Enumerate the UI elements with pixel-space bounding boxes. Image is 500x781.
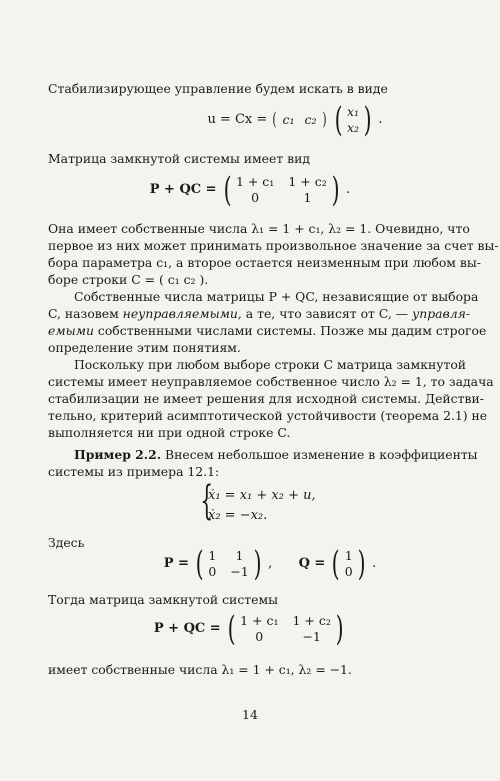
p4-l3i: емыми — [48, 323, 94, 338]
column-vector-x: ( x₁ x₂ ) — [334, 99, 372, 140]
example-line2: системы из примера 12.1: — [48, 464, 220, 479]
m21: 0 — [251, 190, 260, 205]
page-number: 14 — [242, 707, 258, 722]
p4-l2b: , а те, что зависят от C, — — [237, 306, 413, 321]
last-line: имеет собственные числа λ₁ = 1 + c₁, λ₂ = −1. — [48, 662, 352, 677]
matrix-q: ( 1 0 ) — [332, 543, 366, 584]
here-label: Здесь — [48, 535, 85, 550]
q-label: Q = — [298, 556, 326, 571]
n11: 1 + c₁ — [240, 613, 279, 628]
p4-line2 — [48, 306, 471, 322]
equation-closed-loop-2 — [0, 608, 500, 649]
eq2-lhs: P + QC = — [149, 182, 217, 197]
x2: x₂ — [346, 120, 359, 135]
q1: 1 — [344, 548, 353, 563]
example-heading — [74, 447, 478, 463]
x1: x₁ — [346, 104, 359, 119]
eq2-end: . — [346, 182, 351, 197]
p5-line1: Поскольку при любом выборе строки C матрица замкнутой — [74, 357, 467, 372]
p4-l2a: C, назовем — [48, 306, 123, 321]
p-label: P = — [163, 556, 189, 571]
m22: 1 — [303, 190, 312, 205]
n21: 0 — [255, 629, 264, 644]
eq4-end: . — [372, 556, 377, 571]
p3-line3: бора параметра c₁, а второе остается неизменным при любом вы- — [48, 255, 481, 270]
example-text: Внесем небольшое изменение в коэффициенты — [161, 447, 478, 462]
equation-control-law — [0, 99, 500, 140]
p5-line4: тельно, критерий асимптотической устойчивости (теорема 2.1) не — [48, 408, 488, 423]
p5-line3: стабилизации не имеет решения для исходной системы. Действи- — [48, 391, 484, 406]
p5-line2: системы имеет неуправляемое собственное число λ₂ = 1, то задача — [48, 374, 494, 389]
p4-l2i: неуправляемыми — [122, 306, 238, 321]
q2: 0 — [344, 564, 353, 579]
paragraph-intro: Стабилизирующее управление будем искать в виде — [48, 81, 388, 96]
p4-l2i2: управля- — [412, 306, 471, 321]
matrix-pqc-2: ( 1 + c₁ 1 + c₂ 0 −1 ) — [227, 608, 344, 649]
p21: 0 — [208, 564, 217, 579]
eq5-lhs: P + QC = — [153, 621, 221, 636]
left-brace: { — [200, 478, 214, 524]
p12: 1 — [235, 548, 244, 563]
p22: −1 — [230, 564, 249, 579]
equation-pq — [0, 543, 500, 584]
row-vector-c: ( c₁ c₂ ) — [272, 108, 327, 130]
then-label: Тогда матрица замкнутой системы — [48, 592, 278, 607]
p3-line2: первое из них может принимать произвольное значение за счет вы- — [48, 238, 499, 253]
n22: −1 — [302, 629, 321, 644]
equation-closed-loop — [0, 169, 500, 210]
eq1-lhs: u = Cx = — [207, 112, 268, 127]
matrix-pqc: ( 1 + c₁ 1 + c₂ 0 1 ) — [223, 169, 340, 210]
p4-l3b: собственными числами системы. Позже мы дадим строгое — [93, 323, 487, 338]
c2: c₂ — [304, 112, 317, 127]
n12: 1 + c₂ — [292, 613, 331, 628]
sys-eq1: ẋ₁ = x₁ + x₂ + u, — [208, 488, 316, 503]
paragraph-closed-matrix: Матрица замкнутой системы имеет вид — [48, 151, 310, 166]
p3-line4: боре строки C = ( c₁ c₂ ). — [48, 272, 209, 287]
m11: 1 + c₁ — [235, 174, 275, 189]
p5-line5: выполняется ни при одной строке C. — [48, 425, 291, 440]
c1: c₁ — [282, 112, 295, 127]
m12: 1 + c₂ — [288, 174, 327, 189]
eq1-end: . — [378, 112, 383, 127]
p4-line3 — [48, 323, 487, 339]
sys-eq2: ẋ₂ = −x₂. — [208, 508, 268, 523]
p11: 1 — [208, 548, 217, 563]
p4-line1: Собственные числа матрицы P + QC, независящие от выбора — [74, 289, 479, 304]
example-label: Пример 2.2. — [74, 447, 162, 462]
p4-line4: определение этим понятиям. — [48, 340, 241, 355]
matrix-p: ( 1 1 0 −1 ) — [195, 543, 262, 584]
pq-separator: , — [268, 556, 273, 571]
p3-line1: Она имеет собственные числа λ₁ = 1 + c₁, λ₂ = 1. Очевидно, что — [48, 221, 470, 236]
